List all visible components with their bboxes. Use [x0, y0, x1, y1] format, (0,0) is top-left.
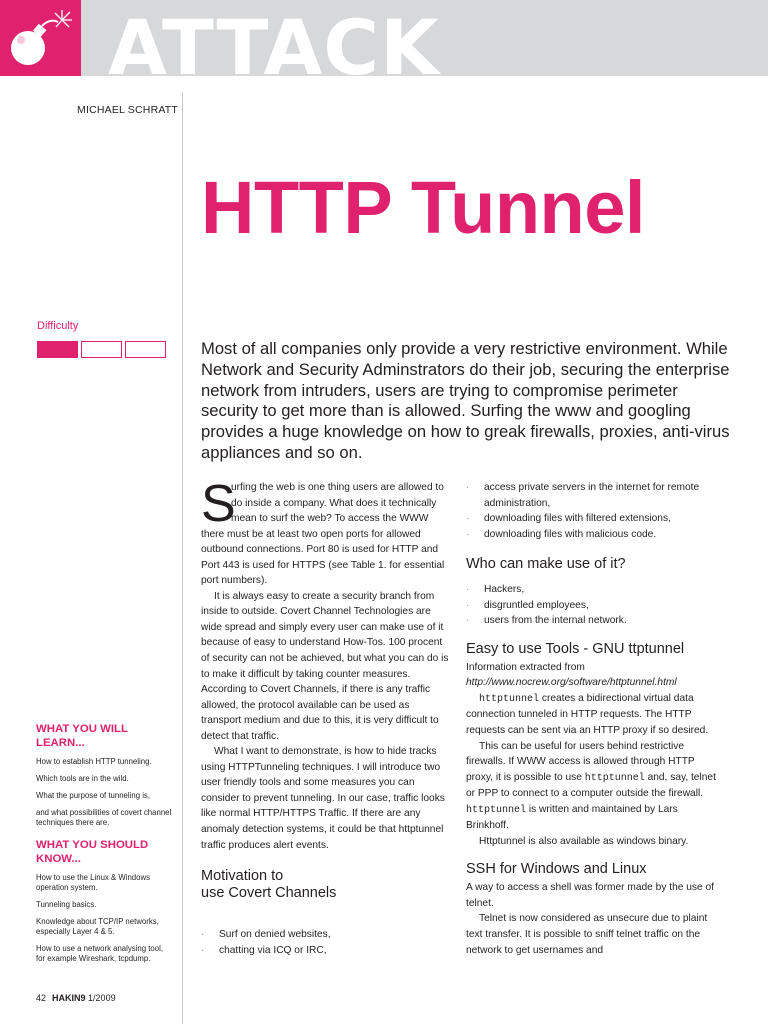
sidebar-item: What the purpose of tunneling is, — [36, 791, 150, 800]
sidebar-item: Which tools are in the wild. — [36, 774, 129, 783]
article-title: HTTP Tunnel — [201, 166, 645, 249]
drop-cap: S — [201, 475, 236, 533]
sidebar-learn — [36, 722, 174, 828]
heading-line: use Covert Channels — [201, 885, 337, 902]
difficulty-label: Difficulty — [37, 320, 79, 332]
section-heading-tools: Easy to use Tools - GNU ttptunnel — [466, 640, 685, 657]
heading-line: Motivation to — [201, 868, 284, 885]
sidebar-item: How to use a network analysing tool, for example Wireshark, tcpdump. — [36, 944, 163, 963]
bomb-icon — [4, 6, 76, 70]
section-heading-who: Who can make use of it? — [466, 556, 626, 573]
sidebar-item: How to use the Linux & Windows operation system. — [36, 873, 150, 892]
source-url: http://www.nocrew.org/software/httptunnel.html — [466, 677, 677, 689]
section-title: ATTACK — [108, 3, 440, 92]
paragraph: What I want to demonstrate, is how to hide tracks using HTTPTunneling techniques. I will introduce two user friendly tools and some measures you can consider to prevent tunneling. In our case, traffic looks like normal HTTP/HTTPS Traffic. If there are any anomaly detection systems, it could be that httptunnel traffic produces alert events. — [201, 746, 445, 851]
section-heading-ssh: SSH for Windows and Linux — [466, 861, 647, 878]
text-run: creates a bidirectional virtual data connection tunneled in HTTP requests. The HTTP requests can be sent via an HTTP proxy if so desired. — [466, 692, 709, 737]
text-run: and, say, telnet or PPP to connect to a computer outside the firewall. — [466, 771, 716, 800]
body-column-2 — [466, 480, 716, 958]
article-lede: Most of all companies only provide a very restrictive environment. While Network and Security Adminstrators do their job, securing the enterprise network from intruders, users are trying to compromise perimeter security to get more than is allowed. Surfing the www and googling provides a huge knowledge on how to greak firewalls, proxies, anti-virus appliances and so on. — [201, 339, 730, 462]
list-item: · disgruntled employees, — [466, 598, 716, 614]
list-item: · access private servers in the internet for remote administration, — [466, 480, 716, 511]
issue-number: 1/2009 — [88, 993, 116, 1003]
paragraph: Httptunnel is also available as windows binary. — [479, 835, 689, 847]
list-item: · Surf on denied websites, — [201, 927, 449, 943]
list-item: · users from the internal network. — [466, 613, 716, 629]
sidebar-know — [36, 838, 174, 964]
list-item: · downloading files with malicious code. — [466, 527, 716, 543]
sidebar-item: Tunneling basics. — [36, 900, 97, 909]
paragraph: urfing the web is one thing users are allowed to do inside a company. What does it technically mean to surf the web? To access the WWW there must be at least two open ports for allowed outbound connections. Port 80 is used for HTTP and Port 443 is used for HTTPS (see Table 1. for essential port numbers). — [201, 482, 445, 587]
sidebar-item: and what possibilities of covert channel techniques there are. — [36, 808, 172, 827]
list-item: · Hackers, — [466, 582, 716, 598]
column-divider — [182, 92, 183, 1024]
text-run: is written and maintained by Lars Brinkhoff. — [466, 803, 678, 832]
author-byline: MICHAEL SCHRATT — [77, 104, 179, 116]
paragraph: A way to access a shell was former made by the use of telnet. — [466, 882, 715, 909]
sidebar-item: Knowledge about TCP/IP networks, especially Layer 4 & 5. — [36, 917, 159, 936]
page-number: 42 — [36, 993, 47, 1003]
difficulty-level-2 — [81, 341, 122, 358]
body-column-1 — [201, 475, 449, 958]
paragraph — [466, 660, 716, 691]
section-heading-motivation — [201, 868, 449, 902]
text-run: This can be useful for users behind restrictive firewalls. If WWW access is allowed through HTTP proxy, it is possible to use — [466, 740, 695, 783]
sidebar-heading: WHAT YOU SHOULD KNOW... — [36, 839, 149, 865]
paragraph — [466, 691, 716, 739]
info-prefix: Information extracted from — [466, 661, 585, 673]
section-logo — [0, 0, 81, 76]
code-term: httptunnel — [466, 804, 527, 816]
code-term: httptunnel — [479, 693, 540, 705]
sidebar-item: How to establish HTTP tunneling. — [36, 757, 152, 766]
bullet-list — [466, 582, 716, 629]
paragraph: Telnet is now considered as unsecure due to plaint text transfer. It is possible to sniff telnet traffic on the network to get usernames and — [466, 913, 708, 956]
difficulty-level-1 — [37, 341, 78, 358]
bullet-list — [466, 480, 716, 542]
difficulty-level-3 — [125, 341, 166, 358]
page-footer — [36, 993, 116, 1003]
list-item: · chatting via ICQ or IRC, — [201, 943, 449, 959]
paragraph — [466, 739, 716, 834]
paragraph: It is always easy to create a security branch from inside to outside. Covert Channel Technologies are wide spread and simply every user can make use of it because of easy to understand How-Tos. 100 procent of security can not be achieved, but what you can do is to make it difficult by taking counter measures. According to Covert Channels, if there is any traffic allowed, the protocol available can be used as transport medium and due to this, it is very difficult to detect that traffic. — [201, 590, 449, 742]
list-item: · downloading files with filtered extensions, — [466, 511, 716, 527]
code-term: httptunnel — [584, 772, 645, 784]
bullet-list — [201, 927, 449, 958]
sidebar-heading: WHAT YOU WILL LEARN... — [36, 723, 128, 749]
difficulty-meter — [37, 341, 166, 358]
magazine-name: HAKIN9 — [52, 993, 86, 1003]
